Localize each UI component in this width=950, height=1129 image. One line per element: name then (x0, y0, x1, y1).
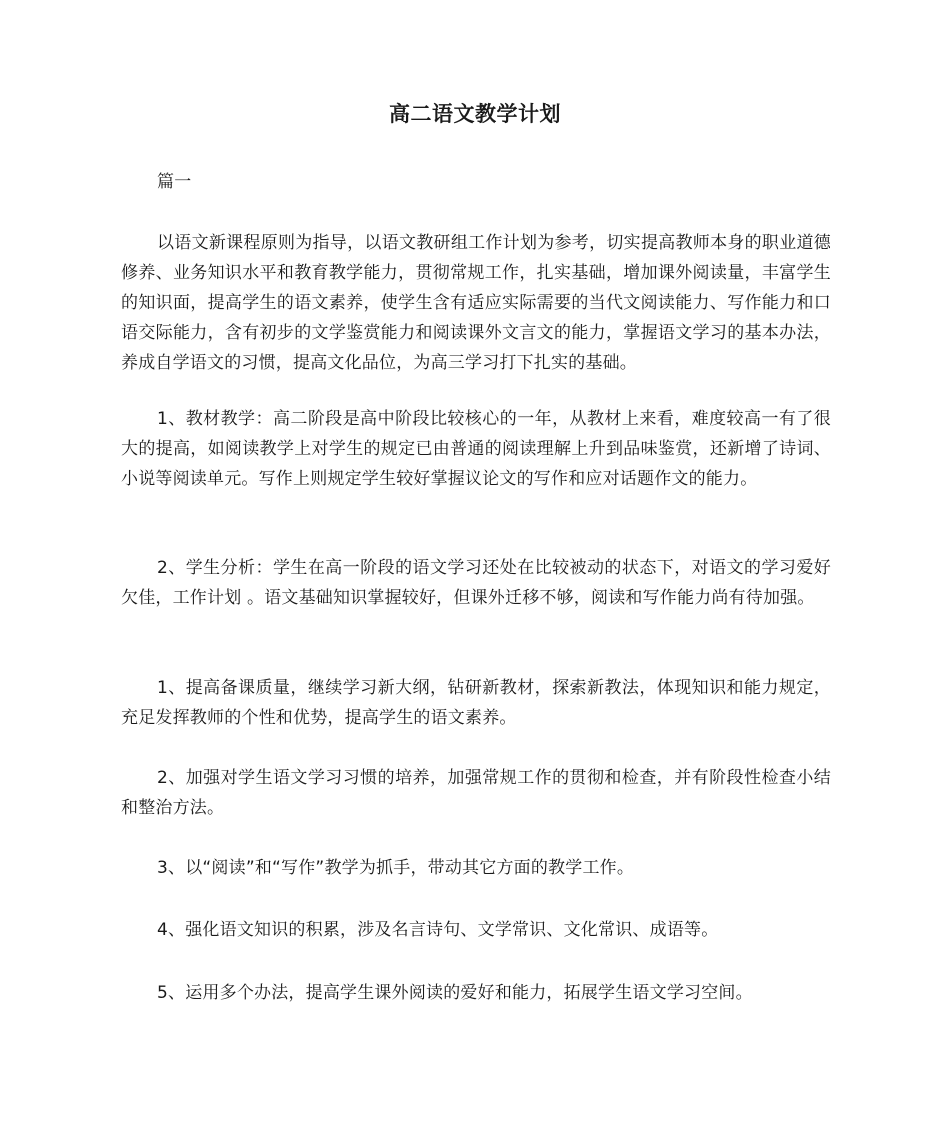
paragraph-measure-3: 3、以“阅读”和“写作”教学为抓手，带动其它方面的教学工作。 (157, 858, 635, 878)
paragraph-measure-2: 2、加强对学生语文学习习惯的培养，加强常规工作的贯彻和检查，并有阶段性检查小结和整治方法。 (121, 768, 831, 818)
paragraph-measure-1: 1、提高备课质量，继续学习新大纲，钻研新教材，探索新教法，体现知识和能力规定，充足发挥教师的个性和优势，提高学生的语文素养。 (121, 678, 831, 728)
paragraph-measure-4: 4、强化语文知识的积累，涉及名言诗句、文学常识、文化常识、成语等。 (157, 920, 719, 940)
section-label: 篇一 (157, 172, 192, 192)
paragraph-measure-5: 5、运用多个办法，提高学生课外阅读的爱好和能力，拓展学生语文学习空间。 (157, 983, 753, 1003)
document-title: 高二语文教学计划 (389, 102, 561, 126)
paragraph-textbook-teaching: 1、教材教学：高二阶段是高中阶段比较核心的一年，从教材上来看，难度较高一有了很大的提高，如阅读教学上对学生的规定已由普通的阅读理解上升到品味鉴赏，还新增了诗词、小说等阅读单元。写作上则规定学生较好掌握议论文的写作和应对话题作文的能力。 (121, 409, 831, 489)
paragraph-student-analysis: 2、学生分析：学生在高一阶段的语文学习还处在比较被动的状态下，对语文的学习爱好欠佳，工作计划 。语文基础知识掌握较好，但课外迁移不够，阅读和写作能力尚有待加强。 (121, 558, 831, 608)
paragraph-intro: 以语文新课程原则为指导，以语文教研组工作计划为参考，切实提高教师本身的职业道德修养、业务知识水平和教育教学能力，贯彻常规工作，扎实基础，增加课外阅读量，丰富学生的知识面，提高学生的语文素养，使学生含有适应实际需要的当代文阅读能力、写作能力和口语交际能力，含有初步的文学鉴赏能力和阅读课外文言文的能力，掌握语文学习的基本办法，养成自学语文的习惯，提高文化品位，为高三学习打下扎实的基础。 (121, 233, 831, 373)
